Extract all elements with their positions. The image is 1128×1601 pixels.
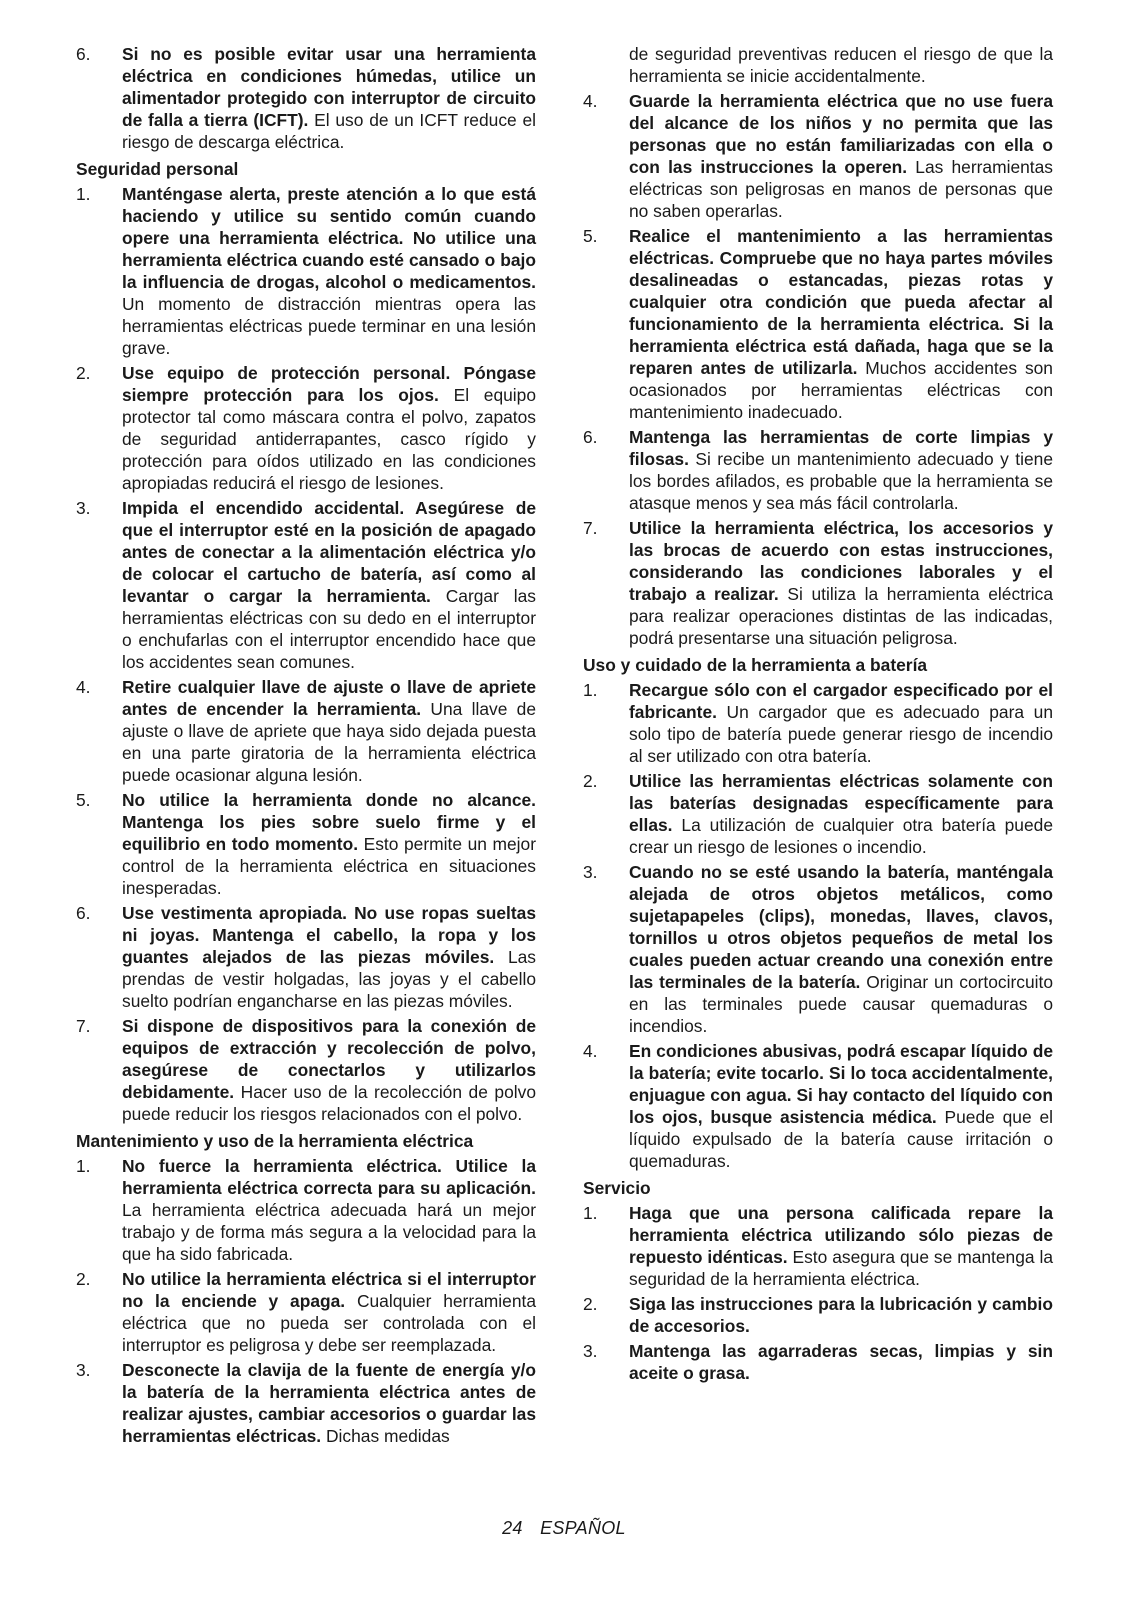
- list-item-continuation: [583, 43, 1053, 87]
- item-body: [629, 861, 1053, 1037]
- item-bold-text: Mantenga las agarraderas secas, limpias y sin aceite o grasa.: [629, 1341, 1053, 1383]
- item-body: [122, 1359, 536, 1447]
- list-item: [583, 861, 1053, 1037]
- left-column: [76, 43, 536, 1450]
- item-body: [629, 225, 1053, 423]
- item-body: [629, 679, 1053, 767]
- list-item: [76, 1155, 536, 1265]
- section-heading: Servicio: [583, 1178, 651, 1198]
- item-body: [629, 1202, 1053, 1290]
- item-body: [629, 1340, 1053, 1384]
- section-heading: Uso y cuidado de la herramienta a batería: [583, 655, 928, 675]
- item-body: [629, 770, 1053, 858]
- item-number: 4.: [76, 677, 91, 697]
- item-text: Esto asegura que se mantenga la seguridad de la herramienta eléctrica.: [629, 1247, 1054, 1289]
- item-body: [122, 362, 536, 494]
- item-body: [629, 90, 1053, 222]
- list-item: [583, 679, 1053, 767]
- footer-language: ESPAÑOL: [540, 1518, 626, 1538]
- list-item: [583, 225, 1053, 423]
- item-number: 7.: [76, 1016, 91, 1036]
- list-item: [583, 1040, 1053, 1172]
- item-body: [629, 426, 1053, 514]
- item-body: [122, 676, 536, 786]
- list-item: [76, 676, 536, 786]
- item-bold-text: Use vestimenta apropiada. No use ropas sueltas ni joyas. Mantenga el cabello, la ropa y los guantes alejados de las piezas móviles.: [122, 903, 536, 967]
- item-number: 3.: [76, 498, 91, 518]
- item-text: La utilización de cualquier otra batería puede crear un riesgo de lesiones o incendio.: [629, 815, 1053, 857]
- item-bold-text: Impida el encendido accidental. Asegúrese de que el interruptor esté en la posición de apagado antes de conectar a la alimentación eléctrica y/o de colocar el cartucho de batería, así como al levantar o cargar la herramienta.: [122, 498, 536, 606]
- list-item: [76, 1268, 536, 1356]
- item-number: 3.: [76, 1360, 91, 1380]
- item-text: Las herramientas eléctricas son peligrosas en manos de personas que no saben operarlas.: [629, 157, 1053, 221]
- right-column: [583, 43, 1053, 1387]
- item-number: 1.: [583, 680, 598, 700]
- section-heading: Seguridad personal: [76, 159, 239, 179]
- item-number: 6.: [583, 427, 598, 447]
- item-text: Puede que el líquido expulsado de la batería cause irritación o quemaduras.: [629, 1107, 1053, 1171]
- item-text: Hacer uso de la recolección de polvo puede reducir los riesgos relacionados con el polvo.: [122, 1082, 536, 1124]
- item-text: La herramienta eléctrica adecuada hará un mejor trabajo y de forma más segura a la velocidad para la que ha sido fabricada.: [122, 1200, 536, 1264]
- item-number: 2.: [76, 1269, 91, 1289]
- item-body: [122, 497, 536, 673]
- list-item: [583, 1202, 1053, 1290]
- item-number: 6.: [76, 903, 91, 923]
- item-text: Si recibe un mantenimiento adecuado y tiene los bordes afilados, es probable que la herramienta se atasque menos y sea más fácil controlarla.: [629, 449, 1053, 513]
- item-body: [122, 1268, 536, 1356]
- item-bold-text: Si dispone de dispositivos para la conexión de equipos de extracción y recolección de polvo, asegúrese de conectarlos y utilizarlos debidamente.: [122, 1016, 536, 1102]
- item-text: Dichas medidas: [321, 1426, 450, 1446]
- item-body: [122, 183, 536, 359]
- item-body: [122, 1155, 536, 1265]
- item-number: 1.: [583, 1203, 598, 1223]
- list-item: [76, 183, 536, 359]
- list-item: [76, 789, 536, 899]
- item-bold-text: Utilice la herramienta eléctrica, los accesorios y las brocas de acuerdo con estas instrucciones, considerando las condiciones laborales y el trabajo a realizar.: [629, 518, 1053, 604]
- list-item: [583, 770, 1053, 858]
- item-number: 2.: [583, 771, 598, 791]
- item-number: 4.: [583, 1041, 598, 1061]
- item-text: Una llave de ajuste o llave de apriete que haya sido dejada puesta en una parte giratoria de la herramienta eléctrica puede ocasionar alguna lesión.: [122, 699, 536, 785]
- item-text: Cargar las herramientas eléctricas con su dedo en el interruptor o enchufarlas con el interruptor encendido hace que los accidentes sean comunes.: [122, 586, 536, 672]
- page-footer: [0, 1517, 1128, 1539]
- list-item: [583, 517, 1053, 649]
- item-bold-text: No utilice la herramienta donde no alcance. Mantenga los pies sobre suelo firme y el equilibrio en todo momento.: [122, 790, 536, 854]
- section-heading: Mantenimiento y uso de la herramienta eléctrica: [76, 1131, 474, 1151]
- item-bold-text: Guarde la herramienta eléctrica que no use fuera del alcance de los niños y no permita que las personas que no están familiarizadas con ella o con las instrucciones la operen.: [629, 91, 1053, 177]
- list-item: [76, 902, 536, 1012]
- item-bold-text: Si no es posible evitar usar una herramienta eléctrica en condiciones húmedas, utilice un alimentador protegido con interruptor de circuito de falla a tierra (ICFT).: [122, 44, 536, 130]
- item-bold-text: Siga las instrucciones para la lubricación y cambio de accesorios.: [629, 1294, 1053, 1336]
- item-text: Muchos accidentes son ocasionados por herramientas eléctricas con mantenimiento inadecuado.: [629, 358, 1053, 422]
- page-number: 24: [502, 1518, 523, 1538]
- list-item: [583, 1293, 1053, 1337]
- item-bold-text: Mantenga las herramientas de corte limpias y filosas.: [629, 427, 1053, 469]
- item-body: [629, 1040, 1053, 1172]
- item-number: 2.: [76, 363, 91, 383]
- item-bold-text: Utilice las herramientas eléctricas solamente con las baterías designadas específicamente para ellas.: [629, 771, 1053, 835]
- item-number: 2.: [583, 1294, 598, 1314]
- list-item: [76, 362, 536, 494]
- item-bold-text: Desconecte la clavija de la fuente de energía y/o la batería de la herramienta eléctrica antes de realizar ajustes, cambiar accesorios o guardar las herramientas eléctricas.: [122, 1360, 536, 1446]
- item-bold-text: No utilice la herramienta eléctrica si el interruptor no la enciende y apaga.: [122, 1269, 536, 1311]
- item-number: 6.: [76, 44, 91, 64]
- list-item: [583, 426, 1053, 514]
- item-number: 1.: [76, 184, 91, 204]
- item-body: [122, 43, 536, 153]
- list-item: [76, 1015, 536, 1125]
- item-number: 4.: [583, 91, 598, 111]
- item-text: Las prendas de vestir holgadas, las joyas y el cabello suelto podrían engancharse en las piezas móviles.: [122, 947, 536, 1011]
- item-bold-text: Manténgase alerta, preste atención a lo que está haciendo y utilice su sentido común cuando opere una herramienta eléctrica. No utilice una herramienta eléctrica cuando esté cansado o bajo la influencia de drogas, alcohol o medicamentos.: [122, 184, 536, 292]
- item-text: Un cargador que es adecuado para un solo tipo de batería puede generar riesgo de incendio al ser utilizado con otra batería.: [629, 702, 1053, 766]
- item-number: 3.: [583, 1341, 598, 1361]
- item-body: [122, 902, 536, 1012]
- item-text: de seguridad preventivas reducen el riesgo de que la herramienta se inicie accidentalmente.: [629, 44, 1053, 86]
- item-text: El equipo protector tal como máscara contra el polvo, zapatos de seguridad antiderrapantes, casco rígido y protección para oídos utilizado en las condiciones apropiadas reducirá el riesgo de lesiones.: [122, 385, 536, 493]
- item-bold-text: Recargue sólo con el cargador especificado por el fabricante.: [629, 680, 1053, 722]
- item-body: [629, 517, 1053, 649]
- item-body: [122, 789, 536, 899]
- item-bold-text: Retire cualquier llave de ajuste o llave de apriete antes de encender la herramienta.: [122, 677, 536, 719]
- list-item: [583, 1340, 1053, 1384]
- item-bold-text: Haga que una persona calificada repare la herramienta eléctrica utilizando sólo piezas de repuesto idénticas.: [629, 1203, 1053, 1267]
- indent-spacer: [583, 43, 629, 87]
- item-text: Originar un cortocircuito en las terminales puede causar quemaduras o incendios.: [629, 972, 1053, 1036]
- item-body: [122, 1015, 536, 1125]
- item-text: Esto permite un mejor control de la herramienta eléctrica en situaciones inesperadas.: [122, 834, 536, 898]
- list-item: [583, 90, 1053, 222]
- item-text: Si utiliza la herramienta eléctrica para realizar operaciones distintas de las indicadas, podrá presentarse una situación peligrosa.: [629, 584, 1053, 648]
- item-number: 5.: [583, 226, 598, 246]
- item-number: 3.: [583, 862, 598, 882]
- item-bold-text: No fuerce la herramienta eléctrica. Utilice la herramienta eléctrica correcta para su aplicación.: [122, 1156, 536, 1198]
- list-item: [76, 1359, 536, 1447]
- item-number: 5.: [76, 790, 91, 810]
- item-number: 7.: [583, 518, 598, 538]
- item-number: 1.: [76, 1156, 91, 1176]
- list-item: [76, 43, 536, 153]
- item-bold-text: Realice el mantenimiento a las herramientas eléctricas. Compruebe que no haya partes móviles desalineadas o estancadas, piezas rotas y cualquier otra condición que pueda afectar al funcionamiento de la herramienta eléctrica. Si la herramienta eléctrica está dañada, haga que se la reparen antes de utilizarla.: [629, 226, 1053, 378]
- item-body: [629, 1293, 1053, 1337]
- item-bold-text: Use equipo de protección personal. Póngase siempre protección para los ojos.: [122, 363, 536, 405]
- item-text: Cualquier herramienta eléctrica que no pueda ser controlada con el interruptor es peligrosa y debe ser reemplazada.: [122, 1291, 536, 1355]
- item-bold-text: En condiciones abusivas, podrá escapar líquido de la batería; evite tocarlo. Si lo toca accidentalmente, enjuague con agua. Si hay contacto del líquido con los ojos, busque asistencia médica.: [629, 1041, 1053, 1127]
- list-item: [76, 497, 536, 673]
- item-bold-text: Cuando no se esté usando la batería, manténgala alejada de otros objetos metálicos, como sujetapapeles (clips), monedas, llaves, clavos, tornillos u otros objetos pequeños de metal los cuales pueden actuar creando una conexión entre las terminales de la batería.: [629, 862, 1053, 992]
- item-text: Un momento de distracción mientras opera las herramientas eléctricas puede terminar en una lesión grave.: [122, 294, 536, 358]
- item-text: El uso de un ICFT reduce el riesgo de descarga eléctrica.: [122, 110, 536, 152]
